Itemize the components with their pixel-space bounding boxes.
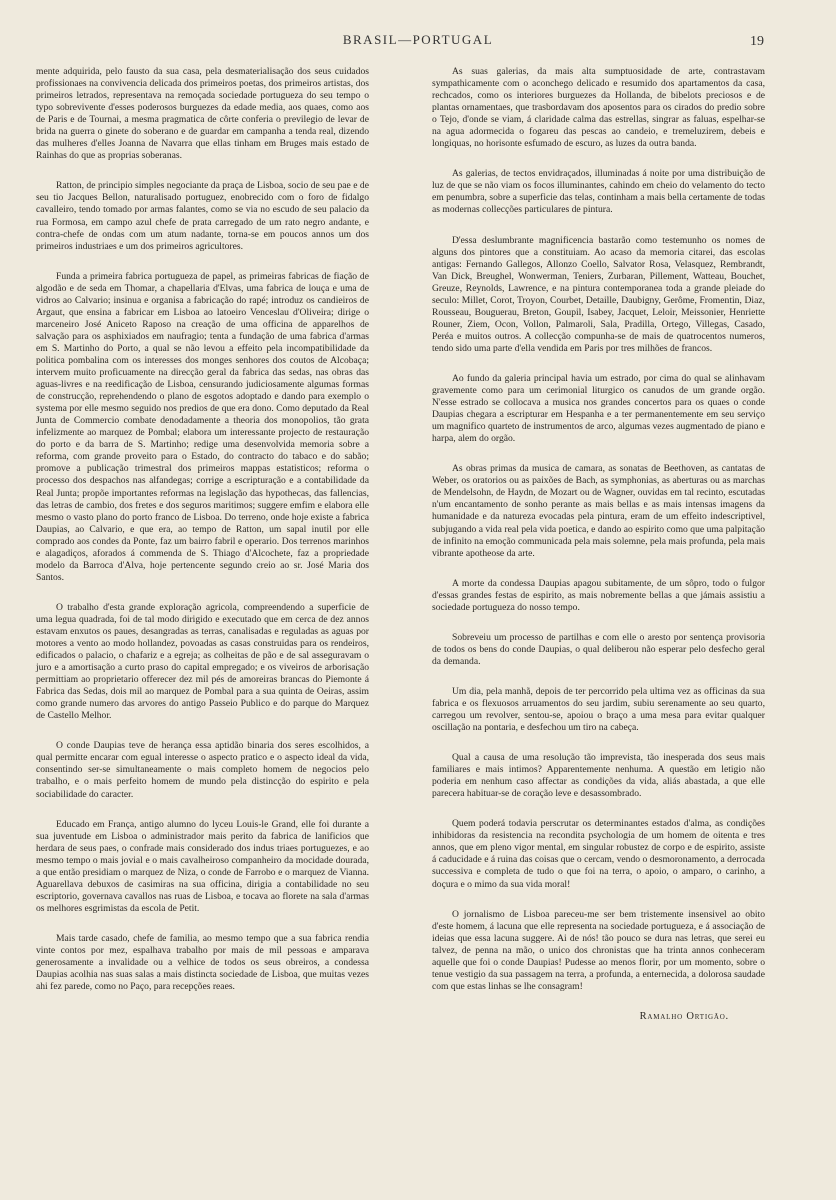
right-paragraph-7: Sobreveiu um processo de partilhas e com elle o aresto por sentença provisoria de todos os bens do conde Daupias, o qual deliberou não esperar pelo desfecho geral da demanda.	[432, 631, 765, 667]
left-paragraph-3: Funda a primeira fabrica portugueza de papel, as primeiras fabricas de fiação de algodão e de seda em Thomar, a chapellaria d'Elvas, uma fabrica de louça e uma de vidros ao Calvario; insinua e organisa a fabricação do rapé; introduz os candieiros de Argaut, que ensina a fabricar em Lisboa ao latoeiro Venceslau d'Oliveira; dirige o marceneiro José Aniceto Raposo na creação de uma officina de apparelhos de salvação para os asphixiados em naufragio; tenta a fundação de uma fabrica d'armas em S. Martinho do Porto, a qual se não levou a effeito pela incompatibilidade da politica pombalina com os interesses dos monges senhores dos coutos de Alcobaça; intervem muito proficuamente na direcção geral da fabrica das sedas, nas obras das aguas-livres e na reedificação de Lisboa, censurando judiciosamente algumas formas de construcção, reprehendendo o plano de esgotos adoptado e dando para exemplo o systema por elle mesmo seguido nos predios de que era dono. Como deputado da Real Junta de Commercio combate denodadamente a theoria dos monopolios, tão grata infelizmente ao marquez de Pombal; elabora um interessante projecto de restauração do porto e da barra de S. Martinho; redige uma desenvolvida memoria sobre a reforma, com grande proveito para o Estado, do contracto do tabaco e do sabão; promove a publicação trimestral dos primeiros mappas estatisticos; reforma o processo dos despachos nas alfandegas; corrige a escripturação e a contabilidade da Real Junta; propõe importantes reformas na legislação das hypothecas, das fallencias, das letras de cambio, dos fretes e dos seguros maritimos; suggere emfim e elabora elle mesmo o vasto plano do porto franco de Lisboa. Do terreno, onde hoje existe a fabrica Daupias, ao Calvario, e que era, ao tempo de Ratton, um sapal inutil por elle comprado aos condes da Ponte, faz um bairro fabril e operario. Dos terrenos marinhos e alagadiços, aforados á commenda de S. Thiago d'Alcochete, faz a propriedade modelo da Barroca d'Alva, hoje pertencente segundo creio ao sr. José Maria dos Santos.	[36, 270, 369, 583]
left-paragraph-6: Educado em França, antigo alumno do lyceu Louis-le Grand, elle foi durante a sua juventude em Lisboa o administrador mais perito da fabrica de lanificios que herdara de seus paes, o confrade mais considerado dos indus triaes portuguezes, e ao mesmo tempo o mais jovial e o mais cavalheiroso companheiro da mocidade dourada, a que então presidiam o marquez de Niza, o conde de Farrobo e o marquez de Vianna. Aguarellava debuxos de casimiras na sua officina, dirigia a contabilidade no seu escriptorio, governava cavallos nas ruas de Lisboa, e tocava ao florete na sala d'armas os melhores esgrimistas da escola de Petit.	[36, 818, 369, 914]
left-paragraph-4: O trabalho d'esta grande exploração agricola, compreendendo a superficie de uma legua quadrada, foi de tal modo dirigido e executado que em cerca de dez annos estavam enxutos os paues, desangradas as terras, canalisadas e reguladas as aguas por motores a vento ao modo hollandez, povoadas as casas construidas para os rendeiros, edificados o palacio, o chafariz e a egreja; as colheitas de pão e de sal asseguravam o juro e a amortisação a curto praso do capital empregado; e os viveiros de arborisação permittiam ao proprietario offerecer dez mil pés de amoreiras brancas do Piemonte á Fabrica das Sedas, dois mil ao marquez de Pombal para a sua quinta de Oeiras, assim como grande numero das arvores do antigo Passeio Publico e do parque do Marquez de Castello Melhor.	[36, 601, 369, 722]
right-paragraph-1: As suas galerias, da mais alta sumptuosidade de arte, contrastavam sympathicamente com o aconchego delicado e resumido dos apartamentos da casa, rechcados, como os interiores burguezes da Hollanda, de bibelots preciosos e de plantas ornamentaes, que trasbordavam dos aposentos para os cirados do predio sobre o Tejo, d'onde se viam, á claridade calma das estrellas, singrar as faluas, espelhar-se na agua adormecida o fogareu das pescas ao candeio, e tremeluzirem, debeis e longiquas, no horisonte esfumado de escuro, as luzes da outra banda.	[432, 66, 765, 150]
right-paragraph-5: As obras primas da musica de camara, as sonatas de Beethoven, as cantatas de Weber, os oratorios ou as paixões de Bach, as symphonias, as aberturas ou as marchas de Mendelsohn, de Haydn, de Mozart ou de Wagner, ouvidas em tal recinto, escutadas n'um encantamento de sonho perante as mais bellas e as mais intensas imagens da humanidade e da natureza evocadas pela pintura, eram de um effeito indescriptivel, subjugando a vida real pela vida poetica, e dando ao espirito como que uma palpitação de infinito na emoção communicada pela mais solemne, pela mais profunda, pela mais vibrante apotheose da arte.	[432, 463, 765, 559]
right-column	[432, 66, 765, 1023]
right-paragraph-2: As galerias, de tectos envidraçados, illuminadas á noite por uma distribuição de luz de que se não viam os focos illuminantes, cahindo em cheio do velamento do tecto em penumbra, sobre a superficie das telas, continham a mais bella certamente de todas as modernas collecções particulares de pintura.	[432, 168, 765, 216]
right-paragraph-9: Qual a causa de uma resolução tão imprevista, tão inesperada dos seus mais familiares e mais intimos? Apparentemente nenhuma. A questão em letigio não poderia em nenhum caso affectar as condições da vida, aliás abastada, a que elle parecera habituar-se de coração leve e desassombrado.	[432, 752, 765, 800]
left-paragraph-5: O conde Daupias teve de herança essa aptidão binaria dos seres escolhidos, a qual permitte encarar com egual interesse o aspecto pratico e o aspecto ideal da vida, consentindo ser-se simultaneamente o mais completo homem de negocios pelo trabalho, e o mais perfeito homem de mundo pela distincção do espirito e pela sociabilidade do caracter.	[36, 740, 369, 800]
left-paragraph-1: mente adquirida, pelo fausto da sua casa, pela desmaterialisação dos seus cuidados profissionaes na convivencia delicada dos primeiros poetas, dos primeiros artistas, dos primeiros letrados, representava na remoçada sociedade portugueza do seu tempo o typo sobrevivente d'esses poderosos burguezes da edade media, aos quaes, como aos de Paris e de Tournai, a mesma pragmatica de côrte conferia o previlegio de levar de brida na guerra o ginete do soberano e de guardar em campanha a tenda real, dizendo das mulheres d'elles Joanna de Navarra que ellas tinham em Bruges mais estado de Rainhas do que as proprias soberanas.	[36, 66, 369, 162]
right-paragraph-11: O jornalismo de Lisboa pareceu-me ser bem tristemente insensivel ao obito d'este homem, á lacuna que elle representa na sociedade portugueza, e á associação de ideias que essa lacuna suggere. Ai de nós! tão pouco se dura nas letras, que serei eu talvez, de penna na mão, o unico dos chronistas que ha trinta annos conheceram aquelle que foi o conde Daupias! Pudesse ao menos florir, por um momento, sobre o tenue vestigio da sua passagem na terra, a profunda, a enternecida, a dolorosa saudade com que estas linhas se lhe consagram!	[432, 908, 765, 992]
right-paragraph-8: Um dia, pela manhã, depois de ter percorrido pela ultima vez as officinas da sua fabrica e os flexuosos arruamentos do seu jardim, subiu serenamente ao seu quarto, carregou um revolver, sentou-se, apoiou o braço a uma mesa para evitar qualquer oscillação na pontaria, e desfechou um tiro na cabeça.	[432, 685, 765, 734]
left-paragraph-2: Ratton, de principio simples negociante da praça de Lisboa, socio de seu pae e de seu tio Jacques Bellon, naturalisado portuguez, enobrecido com o foro de fidalgo cavalleiro, tendo tomado por armas falantes, como se via no escudo de seu palacio da rua Formosa, em campo azul chefe de prata carregado de um rato negro andante, e contra-chefe de ondas com um atum nadante, torna-se em poucos annos um dos primeiros industriaes e um dos primeiros agricultores.	[36, 180, 369, 252]
right-paragraph-6: A morte da condessa Daupias apagou subitamente, de um sôpro, todo o fulgor d'essas grandes festas de espirito, as mais nobremente bellas a que jámais assistiu a sociedade portugueza do nosso tempo.	[432, 577, 765, 613]
left-column	[36, 66, 369, 1011]
left-paragraph-7: Mais tarde casado, chefe de familia, ao mesmo tempo que a sua fabrica rendia vinte contos por mez, espalhava trabalho por mais de mil pessoas e amparava generosamente a invalidade ou a velhice de todos os seus obreiros, a condessa Daupias acolhia nas suas salas a mais distincta sociedade de Lisboa, que muitas vezes ahi fez parede, como no Paço, para recepções reaes.	[36, 932, 369, 993]
author-signature: Ramalho Ortigão.	[639, 1010, 729, 1022]
page-number: 19	[750, 34, 764, 49]
right-paragraph-4: Ao fundo da galeria principal havia um estrado, por cima do qual se alinhavam gravemente como para um cerimonial liturgico os canudos de um grande orgão. N'esse estrado se collocava a musica nos grandes concertos para os quaes o conde Daupias chegara a escripturar em Hespanha e a ter permanentemente em seu serviço um magnifico quarteto de instrumentos de arco, algumas vezes augmentado de piano e harpa, alem do orgão.	[432, 372, 765, 445]
right-paragraph-3: D'essa deslumbrante magnificencia bastarão como testemunho os nomes de alguns dos pintores que a constituiam. Ao acaso da memoria citarei, das escolas antigas: Fernando Gallegos, Allonzo Coello, Salvator Rosa, Velasquez, Rembrandt, Van Dick, Breughel, Wonwerman, Teniers, Zurbaran, Pillement, Watteau, Bouchet, Greuze, Reynolds, Lawrence, e na pintura contemporanea toda a grande pleiade do seculo: Millet, Corot, Troyon, Courbet, Detaille, Daubigny, Gerôme, Fromentin, Diaz, Rousseau, Bouguerau, Breton, Goupil, Isabey, Jacquet, Leloir, Meissonier, Henriette Rouner, Ziem, Ocon, Vollon, Palmaroli, Sala, Pradilla, Ortego, Villegas, Casado, Peréa e muitos outros. A collecção compunha-se de mais de quatrocentos numeros, tendo sido uma parte d'ella vendida em Paris por tres milhões de francos.	[432, 234, 765, 354]
running-title: BRASIL—PORTUGAL	[342, 32, 494, 47]
right-paragraph-10: Quem poderá todavia perscrutar os determinantes estados d'alma, as condições inhibidoras da resistencia na recondita psychologia de um homem de oitenta e tres annos, que em pleno vigor mental, em singular robustez de corpo e de espirito, assiste á caducidade e á ruina das coisas que o cercam, vendo o desmoronamento, a derrocada successiva e completa de tudo o que foi na terra, o apoio, o amparo, o carinho, a doçura e o mimo da sua vida moral!	[432, 818, 765, 890]
